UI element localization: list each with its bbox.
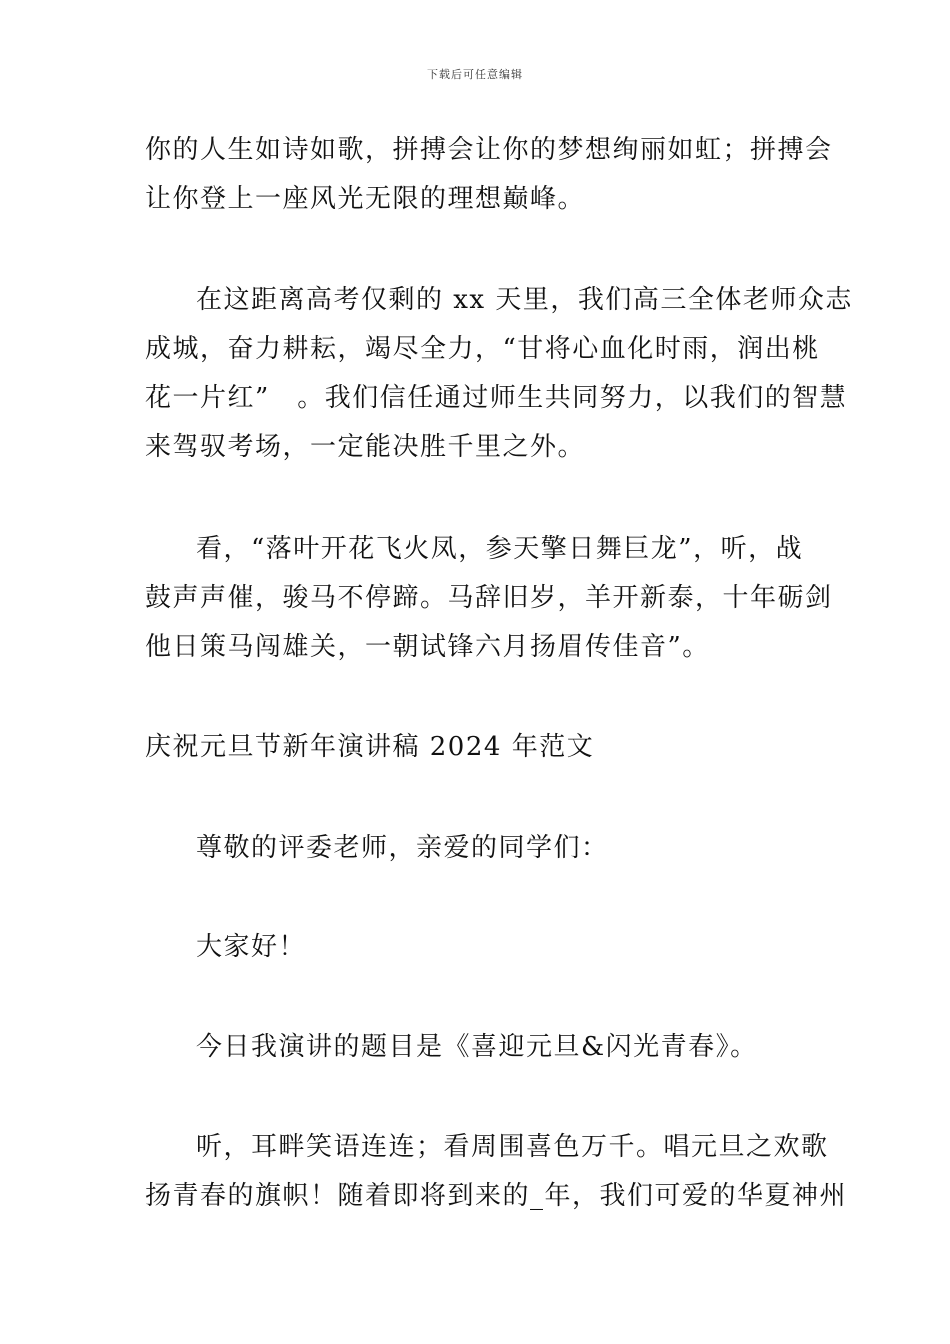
speech-topic: 今日我演讲的题目是《喜迎元旦&闪光青春》。 [196, 1032, 758, 1062]
paragraph-3-line-2: 鼓声声催，骏马不停蹄。马辞旧岁，羊开新泰，十年砺剑 [145, 583, 833, 613]
paragraph-3-line-1: 看，“落叶开花飞火凤，参天擎日舞巨龙”，听，战 [196, 534, 804, 564]
paragraph-8-line-2: 扬青春的旗帜！随着即将到来的_年，我们可爱的华夏神州 [145, 1181, 848, 1211]
paragraph-8-line-1: 听，耳畔笑语连连；看周围喜色万千。唱元旦之欢歌 [196, 1132, 829, 1162]
greeting: 大家好！ [196, 932, 307, 962]
paragraph-2-line-1: 在这距离高考仅剩的 xx 天里，我们高三全体老师众志 [196, 285, 853, 315]
salutation: 尊敬的评委老师，亲爱的同学们： [196, 833, 609, 863]
paragraph-1-line-1: 你的人生如诗如歌，拼搏会让你的梦想绚丽如虹；拼搏会 [145, 135, 833, 165]
paragraph-2-line-3: 花一片红” 。我们信任通过师生共同努力，以我们的智慧 [145, 383, 848, 413]
paragraph-3-line-3: 他日策马闯雄关，一朝试锋六月扬眉传佳音”。 [145, 632, 710, 662]
paragraph-1-line-2: 让你登上一座风光无限的理想巅峰。 [145, 184, 586, 214]
page-header: 下载后可任意编辑 [427, 68, 523, 81]
paragraph-2-line-2: 成城，奋力耕耘，竭尽全力，“甘将心血化时雨，润出桃 [145, 334, 820, 364]
paragraph-2-line-4: 来驾驭考场，一定能决胜千里之外。 [145, 432, 586, 462]
section-title: 庆祝元旦节新年演讲稿 2024 年范文 [145, 732, 595, 762]
